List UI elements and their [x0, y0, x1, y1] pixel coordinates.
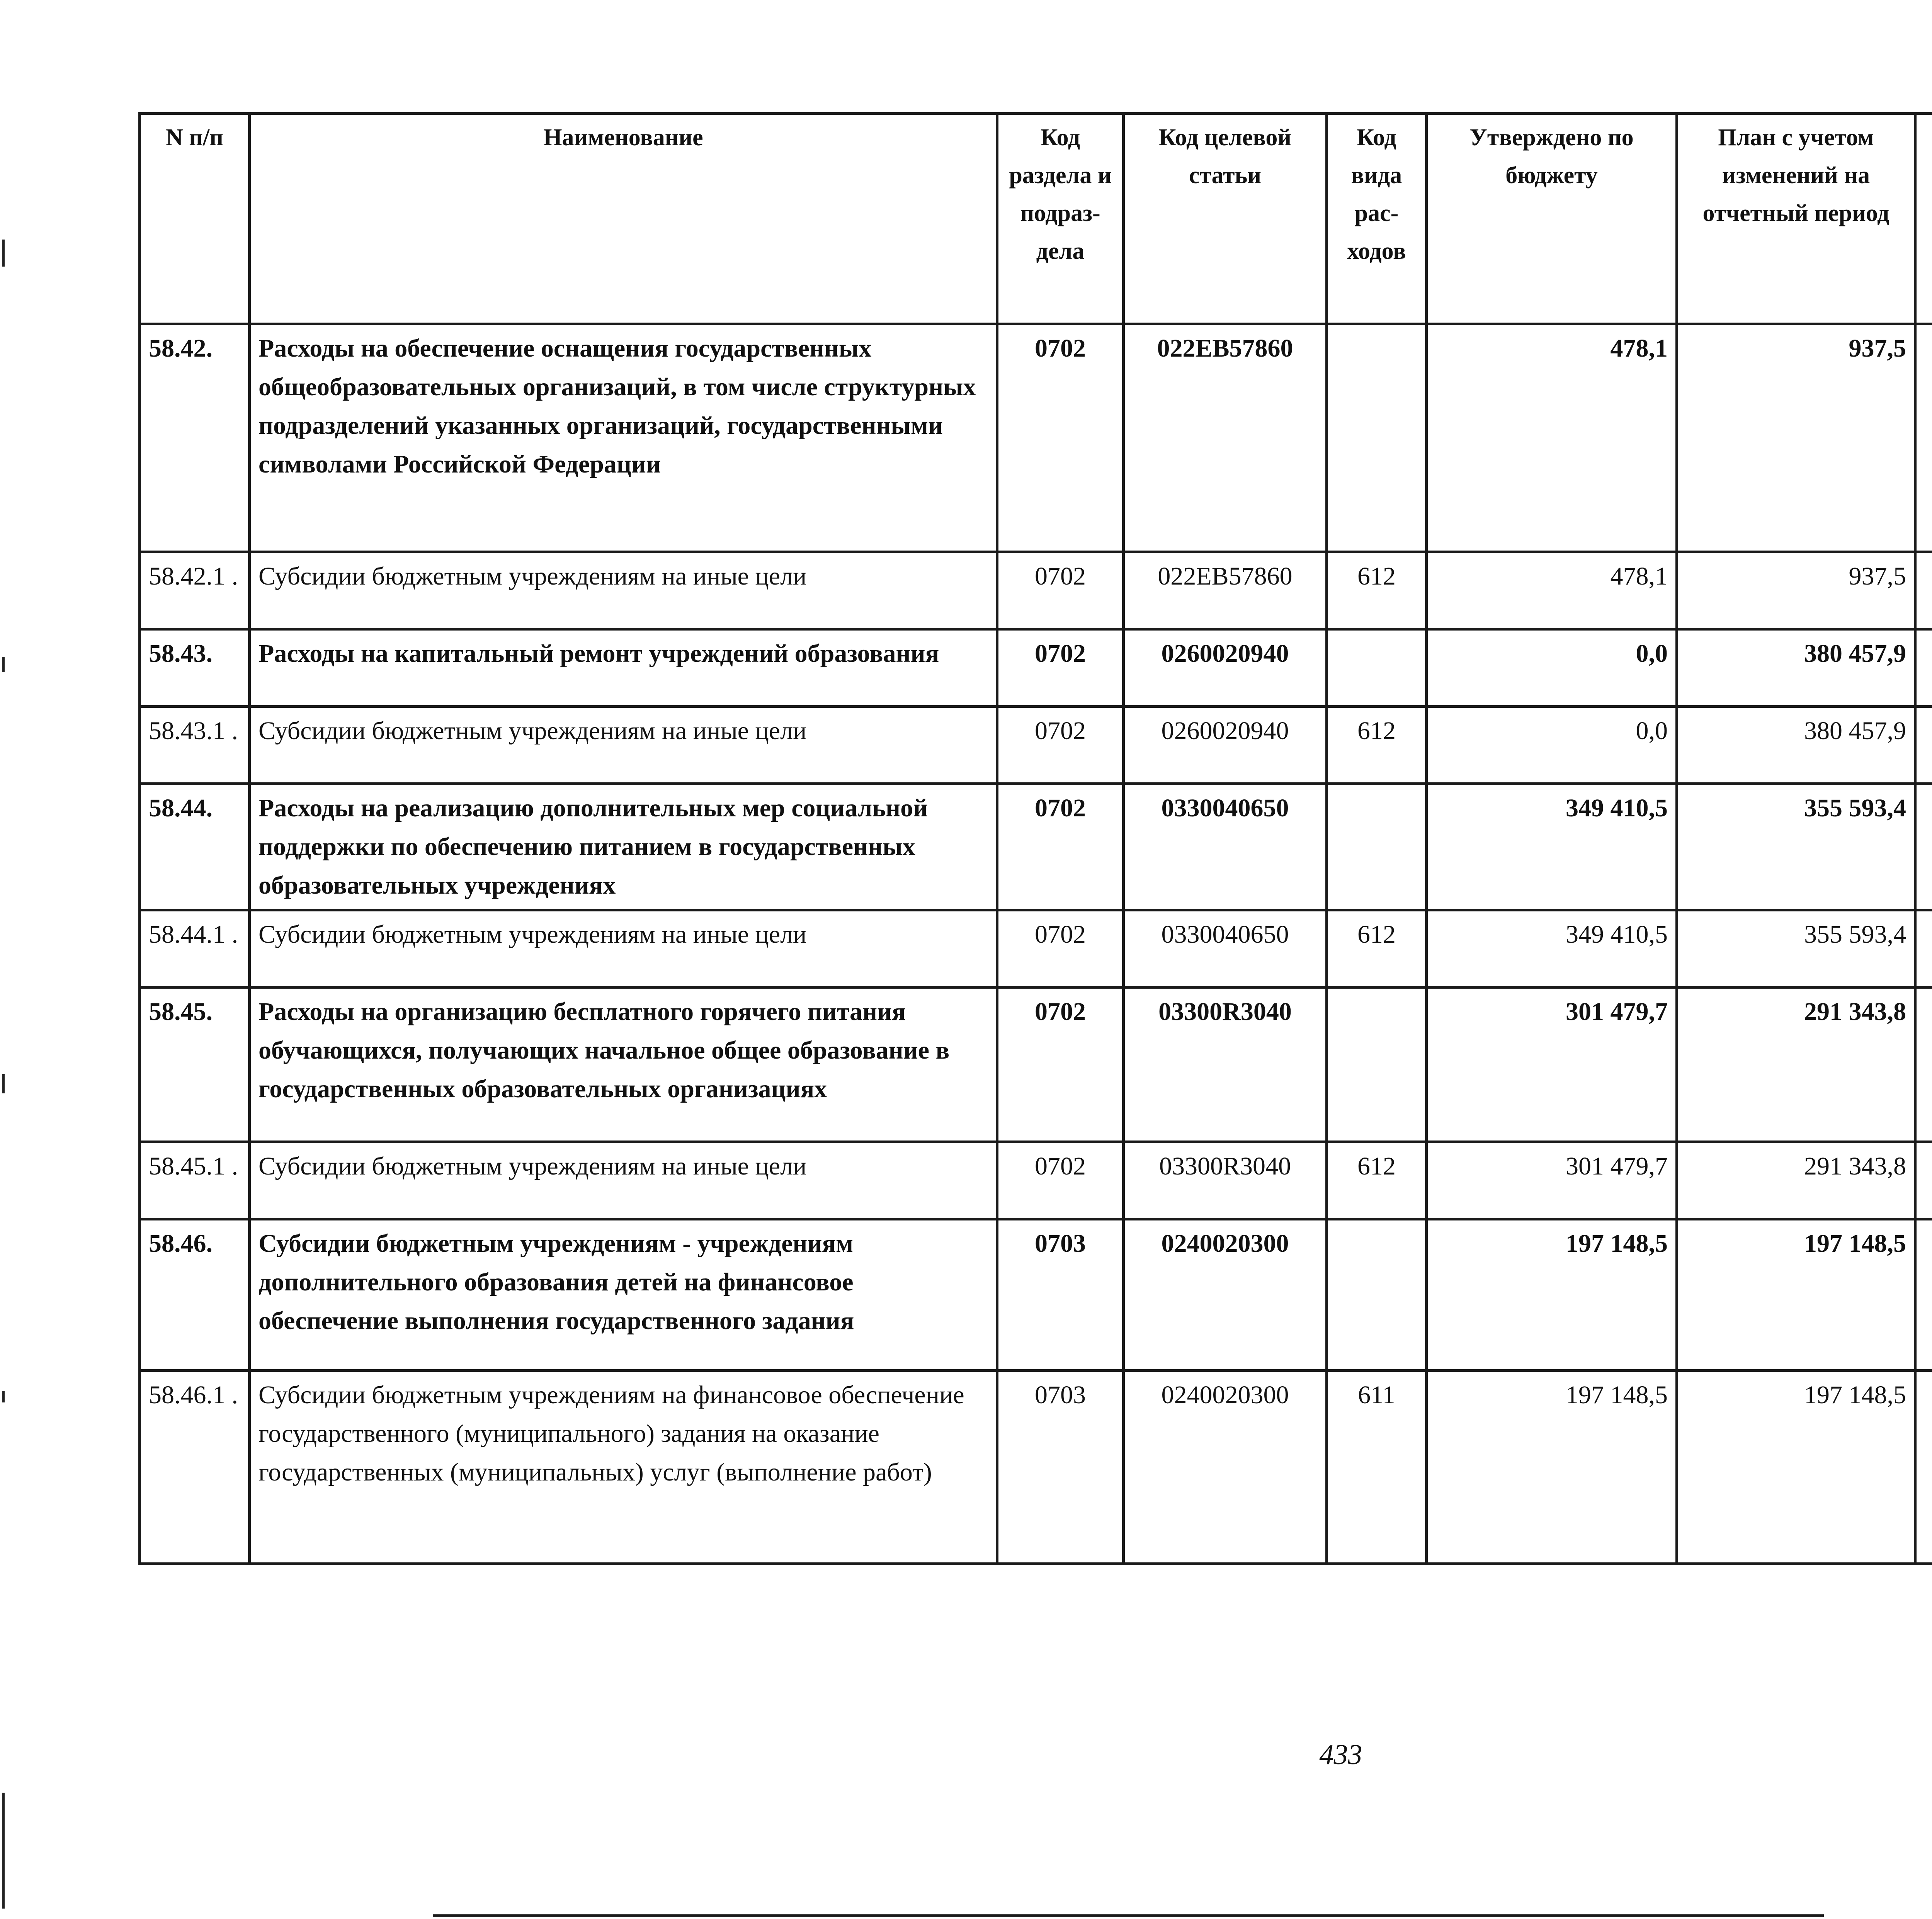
table-row	[140, 1142, 1932, 1219]
row-plan: 197 148,5	[1677, 1371, 1915, 1564]
row-approved: 0,0	[1427, 629, 1677, 707]
row-section-code: 0702	[997, 552, 1124, 629]
row-expense-type	[1327, 324, 1427, 552]
page-number: 433	[1319, 1739, 1362, 1771]
row-expense-type: 611	[1327, 1371, 1427, 1564]
header-expense-type-code: Код вида рас- ходов	[1327, 114, 1427, 324]
row-approved: 349 410,5	[1427, 910, 1677, 988]
row-plan: 380 457,9	[1677, 629, 1915, 707]
row-expense-type: 612	[1327, 707, 1427, 784]
row-executed	[1915, 552, 1932, 629]
row-executed	[1915, 1219, 1932, 1371]
row-number: 58.42.	[140, 324, 250, 552]
row-executed	[1915, 1371, 1932, 1564]
row-approved: 478,1	[1427, 552, 1677, 629]
row-plan: 937,5	[1677, 324, 1915, 552]
row-executed	[1915, 1142, 1932, 1219]
header-section-code: Код раздела и подраз- дела	[997, 114, 1124, 324]
row-approved: 197 148,5	[1427, 1219, 1677, 1371]
table-row	[140, 784, 1932, 910]
row-section-code: 0702	[997, 707, 1124, 784]
row-approved: 197 148,5	[1427, 1371, 1677, 1564]
table-row	[140, 552, 1932, 629]
row-name: Расходы на организацию бесплатного горячего питания обучающихся, получающих начальное общее образование в государственных образовательных организациях	[250, 988, 997, 1142]
row-section-code: 0702	[997, 784, 1124, 910]
row-target-code: 022ЕВ57860	[1124, 552, 1327, 629]
row-target-code: 03300R3040	[1124, 988, 1327, 1142]
row-executed	[1915, 784, 1932, 910]
row-number: 58.46.	[140, 1219, 250, 1371]
header-name: Наименование	[250, 114, 997, 324]
row-executed	[1915, 707, 1932, 784]
header-plan: План с учетом изменений на отчетный период	[1677, 114, 1915, 324]
row-approved: 301 479,7	[1427, 988, 1677, 1142]
table-row	[140, 910, 1932, 988]
row-name: Субсидии бюджетным учреждениям на финансовое обеспечение государственного (муниципального) задания на оказание государственных (муниципальных) услуг (выполнение работ)	[250, 1371, 997, 1564]
row-target-code: 0240020300	[1124, 1371, 1327, 1564]
row-approved: 0,0	[1427, 707, 1677, 784]
row-approved: 349 410,5	[1427, 784, 1677, 910]
header-row-top	[140, 114, 1932, 162]
row-number: 58.45.1 .	[140, 1142, 250, 1219]
table-row	[140, 1219, 1932, 1371]
row-name: Расходы на реализацию дополнительных мер социальной поддержки по обеспечению питанием в государственных образовательных учреждениях	[250, 784, 997, 910]
row-section-code: 0703	[997, 1371, 1124, 1564]
bottom-rule	[433, 1914, 1824, 1917]
row-name: Расходы на обеспечение оснащения государственных общеобразовательных организаций, в том числе структурных подразделений указанных организаций, государственными символами Российской Федерации	[250, 324, 997, 552]
row-number: 58.46.1 .	[140, 1371, 250, 1564]
row-number: 58.43.	[140, 629, 250, 707]
row-plan: 291 343,8	[1677, 988, 1915, 1142]
header-target-code: Код целевой статьи	[1124, 114, 1327, 324]
row-executed	[1915, 988, 1932, 1142]
row-plan: 380 457,9	[1677, 707, 1915, 784]
row-expense-type: 612	[1327, 1142, 1427, 1219]
row-target-code: 03300R3040	[1124, 1142, 1327, 1219]
row-target-code: 0330040650	[1124, 910, 1327, 988]
row-section-code: 0702	[997, 324, 1124, 552]
row-name: Расходы на капитальный ремонт учреждений образования	[250, 629, 997, 707]
row-number: 58.43.1 .	[140, 707, 250, 784]
row-executed	[1915, 910, 1932, 988]
table-row	[140, 629, 1932, 707]
table-row	[140, 1371, 1932, 1564]
row-name: Субсидии бюджетным учреждениям на иные цели	[250, 552, 997, 629]
row-expense-type	[1327, 629, 1427, 707]
header-approved: Утверждено по бюджету	[1427, 114, 1677, 324]
header-num: N п/п	[140, 114, 250, 324]
row-number: 58.45.	[140, 988, 250, 1142]
row-plan: 937,5	[1677, 552, 1915, 629]
row-name: Субсидии бюджетным учреждениям на иные цели	[250, 1142, 997, 1219]
row-executed	[1915, 629, 1932, 707]
row-name: Субсидии бюджетным учреждениям на иные цели	[250, 707, 997, 784]
row-plan: 355 593,4	[1677, 784, 1915, 910]
row-name: Субсидии бюджетным учреждениям - учреждениям дополнительного образования детей на финансовое обеспечение выполнения государственного задания	[250, 1219, 997, 1371]
scan-edge-marks	[0, 0, 7, 1919]
row-plan: 291 343,8	[1677, 1142, 1915, 1219]
row-expense-type	[1327, 988, 1427, 1142]
row-target-code: 0330040650	[1124, 784, 1327, 910]
row-section-code: 0702	[997, 1142, 1124, 1219]
row-number: 58.44.	[140, 784, 250, 910]
budget-execution-table	[138, 112, 1932, 1565]
row-target-code: 022ЕВ57860	[1124, 324, 1327, 552]
row-approved: 478,1	[1427, 324, 1677, 552]
row-target-code: 0260020940	[1124, 707, 1327, 784]
row-name: Субсидии бюджетным учреждениям на иные цели	[250, 910, 997, 988]
row-section-code: 0702	[997, 910, 1124, 988]
row-expense-type: 612	[1327, 910, 1427, 988]
header-executed	[1915, 114, 1932, 324]
row-target-code: 0240020300	[1124, 1219, 1327, 1371]
table-row	[140, 707, 1932, 784]
row-executed	[1915, 324, 1932, 552]
row-number: 58.42.1 .	[140, 552, 250, 629]
row-section-code: 0703	[997, 1219, 1124, 1371]
table-row	[140, 324, 1932, 552]
row-number: 58.44.1 .	[140, 910, 250, 988]
table-row	[140, 988, 1932, 1142]
row-section-code: 0702	[997, 629, 1124, 707]
row-plan: 197 148,5	[1677, 1219, 1915, 1371]
row-approved: 301 479,7	[1427, 1142, 1677, 1219]
row-expense-type: 612	[1327, 552, 1427, 629]
row-expense-type	[1327, 1219, 1427, 1371]
row-section-code: 0702	[997, 988, 1124, 1142]
row-target-code: 0260020940	[1124, 629, 1327, 707]
row-plan: 355 593,4	[1677, 910, 1915, 988]
row-expense-type	[1327, 784, 1427, 910]
